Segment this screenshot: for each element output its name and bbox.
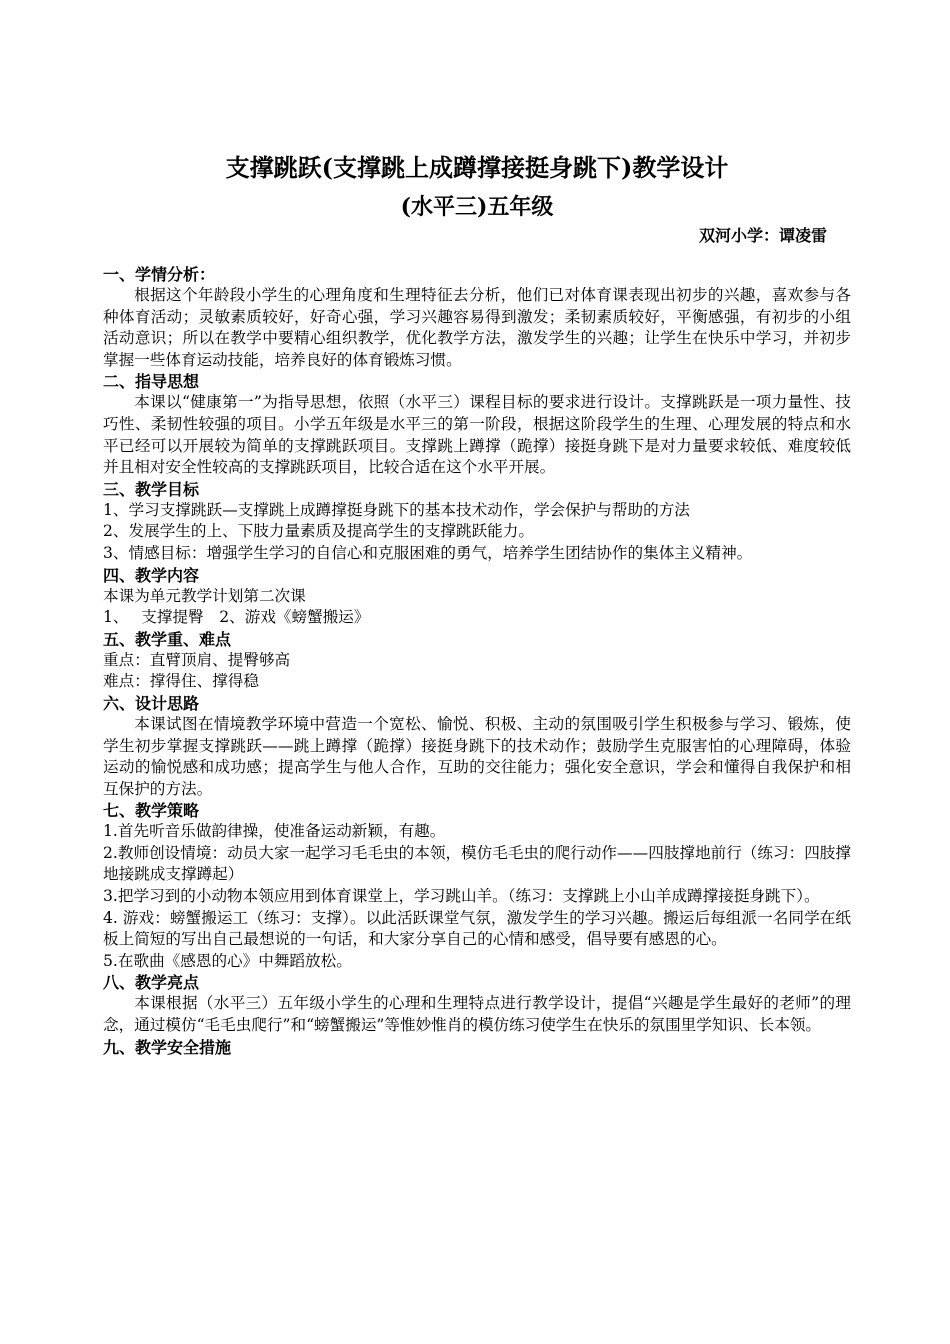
- section-heading-6: 六、设计思路: [103, 693, 200, 713]
- list-item: 3、情感目标：增强学生学习的自信心和克服困难的勇气，培养学生团结协作的集体主义精神。: [103, 543, 753, 562]
- list-item: 2、发展学生的上、下肢力量素质及提高学生的支撑跳跃能力。: [103, 522, 534, 541]
- list-item: 1、 支撑提臀 2、游戏《螃蟹搬运》: [103, 608, 370, 627]
- section-heading-8: 八、教学亮点: [103, 973, 200, 993]
- section-heading-2: 二、指导思想: [103, 372, 200, 392]
- section-heading-3: 三、教学目标: [103, 479, 200, 499]
- doc-author: 双河小学：谭凌雷: [698, 226, 827, 245]
- section-paragraph-6: 本课试图在情境教学环境中营造一个宽松、愉悦、积极、主动的氛围吸引学生积极参与学习、锻炼，使学生初步掌握支撑跳跃——跳上蹲撑（跪撑）接挺身跳下的技术动作；鼓励学生克服害怕的心理障碍，体验运动的愉悦感和成功感；提高学生与他人合作，互助的交往能力；强化安全意识，学会和懂得自我保护和相互保护的方法。: [103, 714, 851, 798]
- section-paragraph-2: 本课以“健康第一”为指导思想，依照（水平三）课程目标的要求进行设计。支撑跳跃是一项力量性、技巧性、柔韧性较强的项目。小学五年级是水平三的第一阶段，根据这阶段学生的生理、心理发展的特点和水平已经可以开展较为简单的支撑跳跃项目。支撑跳上蹲撑（跪撑）接挺身跳下是对力量要求较低、难度较低并且相对安全性较高的支撑跳跃项目，比较合适在这个水平开展。: [103, 393, 851, 477]
- list-item: 2.教师创设情境：动员大家一起学习毛毛虫的本领，模仿毛毛虫的爬行动作——四肢撑地前行（练习：四肢撑地接跳成支撑蹲起）: [103, 843, 851, 884]
- list-item: 难点：撑得住、撑得稳: [103, 672, 259, 691]
- list-item: 3.把学习到的小动物本领应用到体育课堂上，学习跳山羊。（练习：支撑跳上小山羊成蹲撑接挺身跳下）。: [103, 887, 820, 906]
- section-heading-1: 一、学情分析：: [103, 265, 216, 284]
- section-paragraph-8: 本课根据（水平三）五年级小学生的心理和生理特点进行教学设计，提倡“兴趣是学生最好的老师”的理念，通过模仿“毛毛虫爬行”和“螃蟹搬运”等惟妙惟肖的模仿练习使学生在快乐的氛围里学知识、长本领。: [103, 994, 851, 1035]
- section-heading-7: 七、教学策略: [103, 801, 200, 821]
- list-item: 1、学习支撑跳跃—支撑跳上成蹲撑挺身跳下的基本技术动作，学会保护与帮助的方法: [103, 500, 690, 519]
- section-paragraph-1: 根据这个年龄段小学生的心理角度和生理特征去分析，他们已对体育课表现出初步的兴趣，喜欢参与各种体育活动；灵敏素质较好，好奇心强，学习兴趣容易得到激发；柔韧素质较好，平衡感强，有初步的小组活动意识；所以在教学中要精心组织教学，优化教学方法，激发学生的兴趣；让学生在快乐中学习，并初步掌握一些体育运动技能，培养良好的体育锻炼习惯。: [103, 286, 851, 369]
- list-item: 4. 游戏：螃蟹搬运工（练习：支撑）。以此活跃课堂气氛，激发学生的学习兴趣。搬运后每组派一名同学在纸板上简短的写出自己最想说的一句话，和大家分享自己的心情和感受，倡导要有感恩的心。: [103, 908, 851, 949]
- section-heading-9: 九、教学安全措施: [103, 1037, 232, 1057]
- list-item: 1.首先听音乐做韵律操，使准备运动新颖，有趣。: [103, 822, 446, 841]
- section-heading-5: 五、教学重、难点: [103, 629, 232, 649]
- list-item: 本课为单元教学计划第二次课: [103, 586, 306, 605]
- doc-title: 支撑跳跃(支撑跳上成蹲撑接挺身跳下)教学设计: [225, 153, 729, 182]
- list-item: 5.在歌曲《感恩的心》中舞蹈放松。: [103, 951, 352, 970]
- list-item: 重点：直臂顶肩、提臀够高: [103, 650, 291, 669]
- document-page: [103, 148, 851, 1058]
- section-heading-4: 四、教学内容: [103, 565, 200, 585]
- doc-subtitle: (水平三)五年级: [400, 194, 554, 220]
